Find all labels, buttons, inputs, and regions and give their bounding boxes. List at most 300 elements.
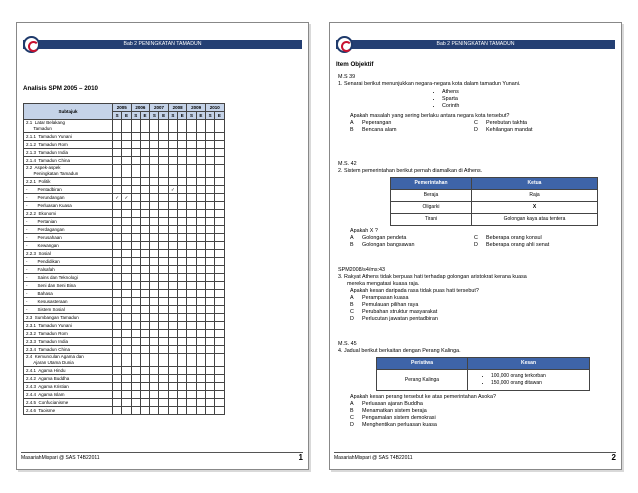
check-cell [113,330,122,338]
check-cell [150,274,159,282]
check-cell [168,338,177,346]
check-cell [187,314,196,322]
table-row [24,290,225,298]
option-a: Peperangan [362,120,392,126]
check-cell [113,306,122,314]
check-cell [187,298,196,306]
check-cell [131,330,140,338]
page-number: 1 [298,453,303,462]
check-cell [205,258,214,266]
check-cell [215,258,224,266]
page-header [23,35,302,54]
check-cell [196,186,205,194]
check-cell [159,322,168,330]
check-cell [113,375,122,383]
check-cell [178,274,187,282]
subtopic-cell: 2.4.5 Confucianisme [24,399,113,407]
check-cell [215,375,224,383]
option-b: Golongan bangsawan [362,242,415,248]
subtopic-cell: - Kewangan [24,242,113,250]
check-cell [178,399,187,407]
year-header: 2008 [168,104,187,112]
check-cell: ✓ [122,194,131,202]
check-cell [140,354,149,367]
subtopic-cell: 2.3.3 Tamadun India [24,338,113,346]
option-a: Perampasan kuasa [362,295,409,301]
check-cell [113,399,122,407]
table-row [24,242,225,250]
check-cell [178,330,187,338]
subtopic-cell: 2.3.2 Tamadun Rom [24,330,113,338]
check-cell [122,314,131,322]
check-cell [113,322,122,330]
check-cell [196,133,205,141]
check-cell [140,346,149,354]
check-cell [159,290,168,298]
table-row [24,157,225,165]
check-cell [178,338,187,346]
check-cell [131,149,140,157]
check-cell [205,165,214,178]
page-header [336,35,615,54]
check-cell [196,330,205,338]
subtopic-cell: 2.4 Kemunculan Agama dan Ajaran Utama Dunia [24,354,113,367]
check-cell [122,120,131,133]
check-cell [159,226,168,234]
subtopic-cell: - Perdagangan [24,226,113,234]
check-cell [150,157,159,165]
subtopic-cell: 2.1.3 Tamadun India [24,149,113,157]
check-cell [131,120,140,133]
check-cell [205,407,214,415]
analysis-table [23,103,225,415]
option-b: Pemulauan pilihan raya [362,302,419,308]
check-cell [122,218,131,226]
check-cell [178,266,187,274]
check-cell [113,338,122,346]
subtopic-cell: - Sistem Sosial [24,306,113,314]
check-cell [113,178,122,186]
check-cell [150,165,159,178]
subtopic-cell: 2.3.4 Tamadun China [24,346,113,354]
check-cell [113,149,122,157]
check-cell [122,322,131,330]
check-cell [150,210,159,218]
check-cell [187,290,196,298]
check-cell [131,258,140,266]
check-cell [140,165,149,178]
table-header: Pemerintahan [391,178,472,190]
check-cell [150,322,159,330]
check-cell [150,314,159,322]
check-cell [205,250,214,258]
check-cell [168,407,177,415]
subtopic-cell: 2.4.1 Agama Hindu [24,367,113,375]
check-cell [178,226,187,234]
check-cell [215,210,224,218]
option-d: Perlucutan jawatan pentadbiran [362,316,438,322]
table-row [24,178,225,186]
check-cell [187,141,196,149]
check-cell [131,218,140,226]
check-cell [205,194,214,202]
table-row [24,266,225,274]
check-cell [122,210,131,218]
check-cell [131,407,140,415]
check-cell [215,367,224,375]
check-cell [215,354,224,367]
table-row [24,375,225,383]
check-cell [215,234,224,242]
table-row [24,314,225,322]
check-cell [140,407,149,415]
check-cell [196,306,205,314]
check-cell [215,242,224,250]
check-cell [159,202,168,210]
check-cell [178,407,187,415]
subtopic-cell: 2.1.1 Tamadun Yunani [24,133,113,141]
check-cell [178,149,187,157]
subtopic-cell: - Seni dan Seni Bina [24,282,113,290]
option-d: Menghentikan perluasan kuasa [362,422,437,428]
check-cell [150,282,159,290]
check-cell [140,133,149,141]
option-d: Kehilangan mandat [486,127,533,133]
check-cell [178,346,187,354]
table-row [24,330,225,338]
check-cell [196,157,205,165]
question-4: M.S. 45 4. Jadual berikut berkaitan dengan Perang Kalinga. Peristiwa Kesan Perang Kalinga • 100,000 orang terkorban • 150,000 orang ditawan Apakah kesan perang tersebut ke atas pemerintahan Asoka? A Perluasan ajaran Buddha B Menamatkan sistem beraja C Pengamalan sistem demokrasi D Menghentikan perluasan kuasa [338,341,614,429]
table-cell: Tirani [391,214,472,226]
check-cell [113,383,122,391]
check-cell [205,266,214,274]
check-cell [187,391,196,399]
table-row [24,165,225,178]
check-cell [113,250,122,258]
subtopic-cell: 2.3 Sumbangan Tamadun [24,314,113,322]
check-cell [205,120,214,133]
check-cell [140,367,149,375]
question-ask: Apakah X ? [350,228,378,234]
check-cell [150,178,159,186]
table-row [24,234,225,242]
check-cell [178,218,187,226]
check-cell [140,266,149,274]
check-cell [205,306,214,314]
check-cell [113,218,122,226]
check-cell [196,314,205,322]
check-cell [205,157,214,165]
check-cell [131,338,140,346]
check-cell [178,242,187,250]
check-cell [215,202,224,210]
check-cell [215,194,224,202]
check-cell [159,250,168,258]
check-cell [187,234,196,242]
check-cell [159,266,168,274]
table-cell: X [472,202,598,214]
check-cell [215,266,224,274]
check-cell [168,367,177,375]
col-header: E [178,112,187,120]
option-c: Perubahan struktur masyarakat [362,309,438,315]
check-cell [122,391,131,399]
check-cell [131,274,140,282]
check-cell [196,354,205,367]
check-cell [159,306,168,314]
subtopic-cell: - Pendidikan [24,258,113,266]
check-cell [113,226,122,234]
check-cell [140,194,149,202]
check-cell [140,242,149,250]
page-number: 2 [611,453,616,462]
subtopic-cell: 2.2.1 Politik [24,178,113,186]
check-cell [215,407,224,415]
check-cell [187,282,196,290]
check-cell [178,165,187,178]
check-cell [187,157,196,165]
check-cell [131,133,140,141]
subtopic-cell: 2.2.3 Sosial [24,250,113,258]
subtopic-cell: - Pentadbiran [24,186,113,194]
col-header: S [205,112,214,120]
table-row [24,338,225,346]
table-row [24,367,225,375]
check-cell [150,266,159,274]
subtopic-cell: 2.4.4 Agama Islam [24,391,113,399]
check-cell [140,306,149,314]
check-cell [196,165,205,178]
check-cell [140,234,149,242]
check-cell [131,322,140,330]
check-cell [187,186,196,194]
table-row [24,202,225,210]
question-ref: M.S. 45 [338,341,357,347]
subtopic-cell: 2.1.4 Tamadun China [24,157,113,165]
check-cell [122,149,131,157]
check-cell [113,258,122,266]
check-cell [168,133,177,141]
col-header: E [159,112,168,120]
table-row [24,258,225,266]
check-cell [187,266,196,274]
check-cell [215,133,224,141]
effects-list [491,373,588,387]
check-cell [205,330,214,338]
col-header: E [140,112,149,120]
check-cell [113,407,122,415]
table-row [24,322,225,330]
col-header: S [150,112,159,120]
check-cell [159,165,168,178]
check-cell [159,210,168,218]
check-cell [150,330,159,338]
subtopic-cell: - Bahasa [24,290,113,298]
table-row [24,250,225,258]
check-cell [122,298,131,306]
check-cell [122,133,131,141]
option-d: Beberapa orang ahli senat [486,242,550,248]
option-a: Perluasan ajaran Buddha [362,401,423,407]
check-cell [178,157,187,165]
table-row [24,354,225,367]
table-row [24,149,225,157]
check-cell [168,354,177,367]
check-cell [122,274,131,282]
check-cell [113,120,122,133]
check-cell [205,354,214,367]
check-cell [196,226,205,234]
check-cell [131,226,140,234]
check-cell [150,250,159,258]
check-cell [131,141,140,149]
check-cell [168,194,177,202]
check-cell [150,383,159,391]
check-cell [122,306,131,314]
subtopic-cell: - Perluasan Kuasa [24,202,113,210]
subtopic-cell: 2.3.1 Tamadun Yunani [24,322,113,330]
check-cell [215,282,224,290]
question-1: M.S 39 1. Senarai berikut menunjukkan negara-negara kota dalam tamadun Yunani. • Athens • Sparta • Corinth Apakah masalah yang sering berlaku antara negara kota tersebut? A Peperangan C Perebutan takhta B Bencana alam D Kehilangan mandat [338,74,614,134]
check-cell [168,210,177,218]
check-cell [215,298,224,306]
check-cell [205,391,214,399]
col-header: S [131,112,140,120]
check-cell [196,383,205,391]
check-cell [196,218,205,226]
question-3: SPM2008/s4/ms:43 3. Rakyat Athens tidak berpuas hati terhadap golongan aristokrat kerana kuasa mereka mengatasi kuasa raja. Apakah kesan daripada rasa tidak puas hati tersebut? A Perampasan kuasa B Pemulauan pilihan raya C Perubahan struktur masyarakat D Perlucutan jawatan pentadbiran [338,267,614,323]
check-cell [168,298,177,306]
check-cell [122,383,131,391]
check-cell [159,338,168,346]
check-cell [205,218,214,226]
question-ask: Apakah kesan daripada rasa tidak puas hati tersebut? [350,288,479,294]
check-cell [131,234,140,242]
check-cell [168,234,177,242]
check-cell [187,250,196,258]
check-cell [205,282,214,290]
check-cell [159,346,168,354]
list-item: • 150,000 orang ditawan [491,380,588,387]
check-cell [122,165,131,178]
subtopic-cell: 2.2 Aspek-aspek Peningkatan Tamadun [24,165,113,178]
check-cell [131,298,140,306]
check-cell [113,290,122,298]
check-cell [150,258,159,266]
check-cell [159,274,168,282]
subtopic-cell: - Perundangan [24,194,113,202]
check-cell [159,354,168,367]
check-cell [159,234,168,242]
footer-label: MasariahMispari @ SAS T4B22011 [21,455,100,461]
check-cell [187,306,196,314]
check-cell [122,367,131,375]
check-cell [196,242,205,250]
check-cell [113,234,122,242]
check-cell [159,149,168,157]
option-b: Menamatkan sistem beraja [362,408,427,414]
check-cell [131,383,140,391]
check-cell [150,226,159,234]
subtopic-cell: - Kesusasteraan [24,298,113,306]
option-c: Perebutan takhta [486,120,528,126]
check-cell [205,314,214,322]
check-cell [150,306,159,314]
check-cell [140,290,149,298]
check-cell [187,346,196,354]
year-header: 2005 [113,104,132,112]
table-row [24,399,225,407]
check-cell [187,242,196,250]
check-cell [215,274,224,282]
table-row [24,407,225,415]
table-cell: Perang Kalinga [377,370,468,391]
check-cell [187,322,196,330]
check-cell [196,346,205,354]
list-item: • 100,000 orang terkorban [491,373,588,380]
header-title: Bab 2 PENINGKATAN TAMADUN [436,41,515,47]
check-cell [159,186,168,194]
check-cell [215,306,224,314]
check-cell [168,266,177,274]
col-header: S [113,112,122,120]
table-row [24,226,225,234]
check-cell [178,234,187,242]
check-cell [187,399,196,407]
check-cell [196,338,205,346]
table-row [24,141,225,149]
section-title: Analisis SPM 2005 – 2010 [23,85,98,92]
check-cell [159,120,168,133]
check-cell [178,202,187,210]
check-cell [168,330,177,338]
check-cell [196,210,205,218]
page-footer [334,452,616,463]
check-cell [159,399,168,407]
check-cell [150,346,159,354]
check-cell [159,141,168,149]
check-cell [122,407,131,415]
check-cell [187,194,196,202]
check-cell [150,120,159,133]
check-cell [140,178,149,186]
check-cell [205,274,214,282]
check-cell [178,141,187,149]
check-cell [178,290,187,298]
check-cell [150,407,159,415]
check-cell [150,242,159,250]
check-cell [168,383,177,391]
check-cell [178,178,187,186]
page-2 [329,22,622,470]
table-row [24,120,225,133]
check-cell [187,202,196,210]
check-cell [150,354,159,367]
check-cell [168,258,177,266]
check-cell [215,186,224,194]
check-cell [196,274,205,282]
check-cell [196,298,205,306]
check-cell [150,234,159,242]
question-ref: M.S. 42 [338,161,357,167]
check-cell [131,367,140,375]
check-cell [131,346,140,354]
question-stem: 1. Senarai berikut menunjukkan negara-negara kota dalam tamadun Yunani. [338,81,521,87]
check-cell [196,375,205,383]
col-header: S [168,112,177,120]
col-header: E [122,112,131,120]
check-cell [178,367,187,375]
